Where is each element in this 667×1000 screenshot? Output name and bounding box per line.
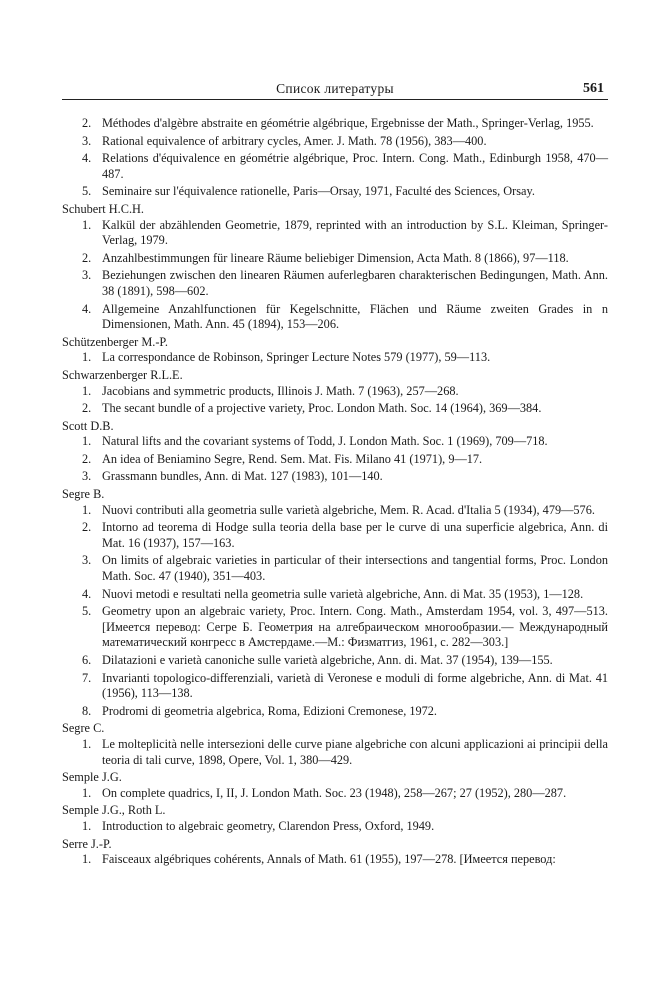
reference-text: Rational equivalence of arbitrary cycles, Amer. J. Math. 78 (1956), 383—400. [102, 133, 487, 148]
author-group [62, 116, 608, 200]
reference-text: La correspondance de Robinson, Springer Lecture Notes 579 (1977), 59—113. [102, 350, 491, 365]
reference-number: 3. [82, 133, 92, 148]
reference-entry [62, 350, 608, 366]
reference-number: 3. [82, 553, 92, 568]
reference-number: 2. [82, 520, 92, 535]
reference-entry [62, 116, 608, 132]
reference-number: 3. [82, 469, 92, 484]
reference-entry [62, 434, 608, 450]
header-rule [62, 99, 608, 100]
reference-number: 3. [82, 268, 92, 283]
reference-number: 1. [82, 502, 92, 517]
author-group [62, 202, 608, 333]
page-number: 561 [583, 81, 604, 96]
author-name: Schubert H.C.H. [62, 201, 144, 216]
reference-number: 4. [82, 301, 92, 316]
reference-number: 1. [82, 217, 92, 232]
reference-entry [62, 302, 608, 333]
author-group [62, 368, 608, 417]
reference-number: 1. [82, 736, 92, 751]
running-title: Список литературы [276, 81, 394, 96]
reference-number: 7. [82, 670, 92, 685]
reference-entry [62, 852, 608, 868]
reference-text: Intorno ad teorema di Hodge sulla teoria della base per le curve di una superficie algebrica, Ann. di Mat. 16 (1937), 157—163. [102, 520, 608, 550]
reference-entry [62, 503, 608, 519]
author-group [62, 770, 608, 801]
reference-entry [62, 737, 608, 768]
page-header [62, 77, 608, 99]
author-name: Semple J.G., Roth L. [62, 803, 166, 818]
reference-text: Seminaire sur l'équivalence rationelle, Paris—Orsay, 1971, Faculté des Sciences, Orsay. [102, 184, 535, 199]
reference-text: Allgemeine Anzahlfunctionen für Kegelschnitte, Flächen und Räume zweiten Grades in n Dimensionen, Math. Ann. 45 (1894), 153—206. [102, 301, 608, 332]
reference-text: Dilatazioni e varietà canoniche sulle varietà algebriche, Ann. di. Mat. 37 (1954), 139—155. [102, 653, 553, 667]
reference-text: Faisceaux algébriques cohérents, Annals of Math. 61 (1955), 197—278. [Имеется перевод: [102, 852, 556, 867]
reference-text: Le molteplicità nelle intersezioni delle curve piane algebriche con alcuni applicazioni ai principii della teoria di tali curve, 1898, Opere, Vol. 1, 380—429. [102, 736, 608, 767]
reference-text: On limits of algebraic varieties in particular of their intersections and tangential forms, Proc. London Math. Soc. 47 (1940), 351—403. [102, 553, 608, 584]
reference-text: Méthodes d'algèbre abstraite en géométrie algébrique, Ergebnisse der Math., Springer-Verlag, 1955. [102, 116, 594, 130]
author-group [62, 803, 608, 834]
reference-text: Jacobians and symmetric products, Illinois J. Math. 7 (1963), 257—268. [102, 383, 459, 398]
reference-number: 2. [82, 116, 92, 130]
reference-text: Anzahlbestimmungen für lineare Räume beliebiger Dimension, Acta Math. 8 (1866), 97—118. [102, 250, 569, 265]
reference-number: 1. [82, 852, 92, 867]
reference-number: 2. [82, 401, 92, 416]
reference-number: 5. [82, 184, 92, 199]
reference-text: Geometry upon an algebraic variety, Proc. Intern. Cong. Math., Amsterdam 1954, vol. 3, 497—513. [Имеется перевод: Сегре Б. Геометрия на алгебраическом многообразии.— Международный математический конгресс в Амстердаме.—М.: Физматгиз, 1961, с. 282—303.] [102, 604, 608, 650]
author-name: Scott D.B. [62, 418, 114, 433]
author-group [62, 487, 608, 719]
reference-number: 2. [82, 250, 92, 265]
reference-entry [62, 251, 608, 267]
author-group [62, 419, 608, 485]
reference-entry [62, 704, 608, 720]
author-group [62, 335, 608, 366]
reference-number: 1. [82, 350, 92, 365]
author-name: Schützenberger M.-P. [62, 334, 168, 349]
reference-number: 2. [82, 451, 92, 466]
author-name: Segre B. [62, 487, 105, 502]
author-name: Segre C. [62, 721, 105, 736]
reference-number: 1. [82, 818, 92, 833]
reference-entry [62, 819, 608, 835]
reference-entry [62, 184, 608, 200]
reference-entry [62, 520, 608, 551]
reference-entry [62, 268, 608, 299]
reference-entry [62, 604, 608, 651]
reference-text: The secant bundle of a projective variety, Proc. London Math. Soc. 14 (1964), 369—384. [102, 401, 542, 416]
reference-text: On complete quadrics, I, II, J. London Math. Soc. 23 (1948), 258—267; 27 (1952), 280—287. [102, 785, 567, 800]
reference-entry [62, 553, 608, 584]
reference-entry [62, 786, 608, 802]
author-group [62, 837, 608, 868]
reference-entry [62, 587, 608, 603]
author-name: Schwarzenberger R.L.E. [62, 367, 183, 382]
reference-entry [62, 401, 608, 417]
reference-entry [62, 452, 608, 468]
reference-text: Invarianti topologico-differenziali, varietà di Veronese e moduli di forme algebriche, Ann. di Mat. 41 (1956), 113—138. [102, 670, 608, 701]
reference-text: Nuovi contributi alla geometria sulle varietà algebriche, Mem. R. Acad. d'Italia 5 (1934), 479—576. [102, 502, 595, 517]
author-group [62, 721, 608, 768]
reference-entry [62, 469, 608, 485]
reference-number: 4. [82, 151, 92, 166]
reference-text: Prodromi di geometria algebrica, Roma, Edizioni Cremonese, 1972. [102, 703, 438, 718]
reference-text: Introduction to algebraic geometry, Clarendon Press, Oxford, 1949. [102, 818, 435, 833]
reference-entry [62, 218, 608, 249]
reference-number: 6. [82, 653, 92, 667]
reference-number: 1. [82, 785, 92, 800]
reference-text: Grassmann bundles, Ann. di Mat. 127 (1983), 101—140. [102, 469, 383, 484]
reference-number: 4. [82, 586, 92, 601]
reference-number: 8. [82, 703, 92, 718]
reference-text: Relations d'équivalence en géométrie algébrique, Proc. Intern. Cong. Math., Edinburgh 1958, 470—487. [102, 151, 608, 181]
reference-entry [62, 151, 608, 182]
reference-entry [62, 384, 608, 400]
bibliography-list [62, 116, 608, 870]
reference-text: Natural lifts and the covariant systems of Todd, J. London Math. Soc. 1 (1969), 709—718. [102, 434, 548, 449]
reference-number: 1. [82, 383, 92, 398]
author-name: Serre J.-P. [62, 836, 112, 851]
reference-number: 1. [82, 434, 92, 449]
reference-number: 5. [82, 604, 92, 619]
reference-text: An idea of Beniamino Segre, Rend. Sem. Mat. Fis. Milano 41 (1971), 9—17. [102, 451, 483, 466]
reference-text: Nuovi metodi e resultati nella geometria sulle varietà algebriche, Ann. di Mat. 35 (1953), 1—128. [102, 586, 584, 601]
reference-entry [62, 134, 608, 150]
reference-entry [62, 653, 608, 669]
reference-text: Beziehungen zwischen den linearen Räumen auferlegbaren charakterischen Bedingungen, Math. Ann. 38 (1891), 598—602. [102, 268, 608, 298]
reference-entry [62, 671, 608, 702]
reference-text: Kalkül der abzählenden Geometrie, 1879, reprinted with an introduction by S.L. Kleiman, Springer-Verlag, 1979. [102, 217, 608, 248]
author-name: Semple J.G. [62, 770, 122, 785]
